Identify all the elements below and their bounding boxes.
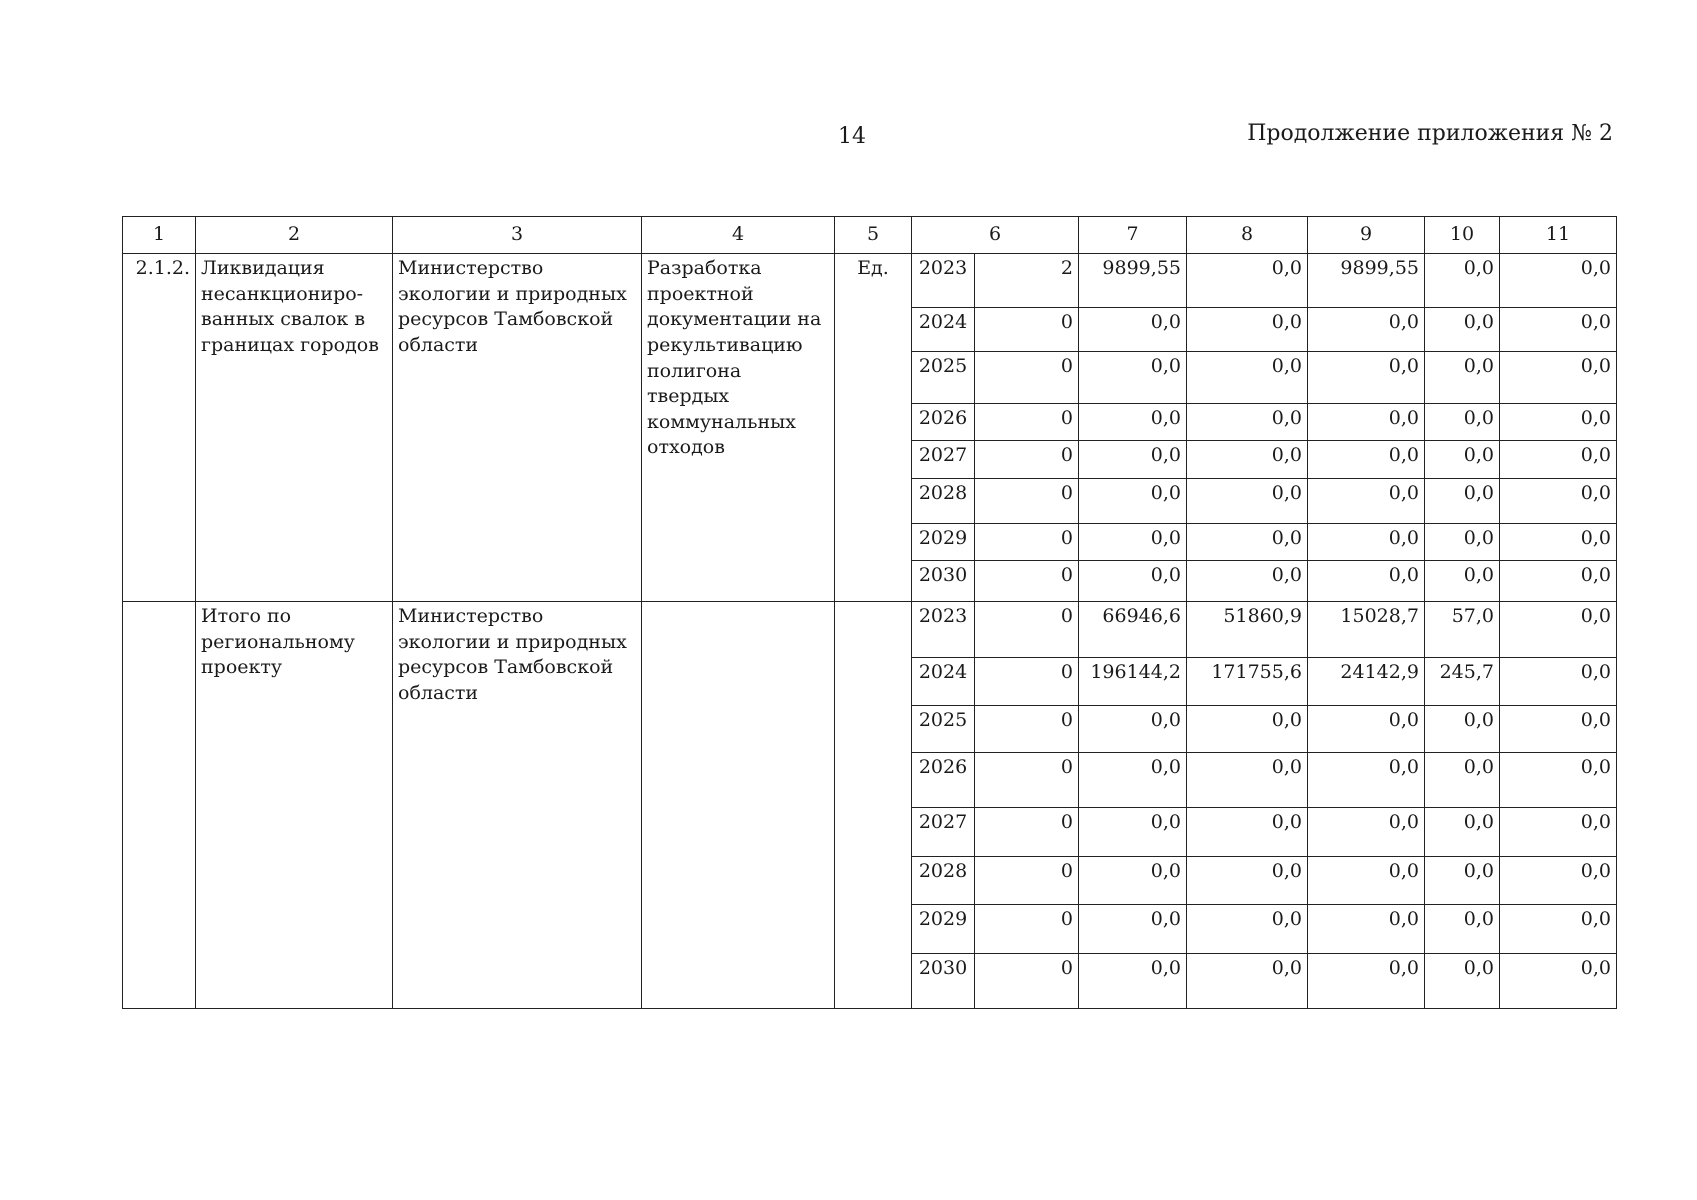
year-cell: 2023 (912, 602, 975, 658)
col11-cell: 0,0 (1500, 905, 1617, 954)
col9-cell: 24142,9 (1308, 658, 1425, 706)
year-cell: 2024 (912, 658, 975, 706)
col9-cell: 0,0 (1308, 308, 1425, 352)
item-name: Ликвидация несанкциониро-ванных свалок в границах городов (196, 254, 393, 602)
column-number: 3 (393, 217, 642, 254)
col9-cell: 0,0 (1308, 524, 1425, 561)
col8-cell: 0,0 (1187, 352, 1308, 404)
value-cell: 0 (975, 857, 1079, 905)
col8-cell: 0,0 (1187, 857, 1308, 905)
col8-cell: 0,0 (1187, 524, 1308, 561)
col7-cell: 9899,55 (1079, 254, 1187, 308)
appendix-note: Продолжение приложения № 2 (1247, 121, 1613, 146)
col10-cell: 0,0 (1425, 352, 1500, 404)
col9-cell: 0,0 (1308, 352, 1425, 404)
value-cell: 0 (975, 602, 1079, 658)
col8-cell: 0,0 (1187, 753, 1308, 808)
col9-cell: 0,0 (1308, 479, 1425, 524)
col9-cell: 15028,7 (1308, 602, 1425, 658)
col10-cell: 57,0 (1425, 602, 1500, 658)
col11-cell: 0,0 (1500, 254, 1617, 308)
item-executor: Министерство экологии и природных ресурсов Тамбовской области (393, 602, 642, 1009)
col8-cell: 51860,9 (1187, 602, 1308, 658)
col8-cell: 0,0 (1187, 441, 1308, 479)
year-cell: 2026 (912, 753, 975, 808)
col10-cell: 0,0 (1425, 706, 1500, 753)
item-code: 2.1.2. (123, 254, 196, 602)
column-number: 11 (1500, 217, 1617, 254)
value-cell: 0 (975, 479, 1079, 524)
col11-cell: 0,0 (1500, 706, 1617, 753)
year-cell: 2030 (912, 954, 975, 1009)
col11-cell: 0,0 (1500, 602, 1617, 658)
value-cell: 0 (975, 561, 1079, 602)
col7-cell: 0,0 (1079, 308, 1187, 352)
column-number: 6 (912, 217, 1079, 254)
value-cell: 0 (975, 404, 1079, 441)
col10-cell: 0,0 (1425, 561, 1500, 602)
col10-cell: 0,0 (1425, 954, 1500, 1009)
value-cell: 0 (975, 441, 1079, 479)
col7-cell: 66946,6 (1079, 602, 1187, 658)
year-cell: 2023 (912, 254, 975, 308)
col8-cell: 0,0 (1187, 808, 1308, 857)
col7-cell: 0,0 (1079, 524, 1187, 561)
col11-cell: 0,0 (1500, 308, 1617, 352)
col8-cell: 0,0 (1187, 905, 1308, 954)
col8-cell: 0,0 (1187, 954, 1308, 1009)
col10-cell: 245,7 (1425, 658, 1500, 706)
column-number: 9 (1308, 217, 1425, 254)
col10-cell: 0,0 (1425, 753, 1500, 808)
col8-cell: 0,0 (1187, 404, 1308, 441)
col11-cell: 0,0 (1500, 479, 1617, 524)
col10-cell: 0,0 (1425, 254, 1500, 308)
col7-cell: 0,0 (1079, 857, 1187, 905)
table-row (123, 602, 1617, 658)
item-executor: Министерство экологии и природных ресурсов Тамбовской области (393, 254, 642, 602)
value-cell: 0 (975, 308, 1079, 352)
year-cell: 2025 (912, 352, 975, 404)
col11-cell: 0,0 (1500, 808, 1617, 857)
col9-cell: 0,0 (1308, 905, 1425, 954)
value-cell: 0 (975, 658, 1079, 706)
col11-cell: 0,0 (1500, 857, 1617, 905)
col9-cell: 0,0 (1308, 753, 1425, 808)
col10-cell: 0,0 (1425, 905, 1500, 954)
value-cell: 0 (975, 706, 1079, 753)
col11-cell: 0,0 (1500, 954, 1617, 1009)
col11-cell: 0,0 (1500, 441, 1617, 479)
col7-cell: 0,0 (1079, 954, 1187, 1009)
col8-cell: 0,0 (1187, 706, 1308, 753)
column-number: 8 (1187, 217, 1308, 254)
col7-cell: 0,0 (1079, 706, 1187, 753)
value-cell: 0 (975, 753, 1079, 808)
col11-cell: 0,0 (1500, 404, 1617, 441)
col8-cell: 0,0 (1187, 254, 1308, 308)
col7-cell: 0,0 (1079, 479, 1187, 524)
col8-cell: 0,0 (1187, 308, 1308, 352)
col11-cell: 0,0 (1500, 561, 1617, 602)
col10-cell: 0,0 (1425, 524, 1500, 561)
col7-cell: 0,0 (1079, 808, 1187, 857)
value-cell: 0 (975, 352, 1079, 404)
col10-cell: 0,0 (1425, 308, 1500, 352)
col11-cell: 0,0 (1500, 524, 1617, 561)
year-cell: 2030 (912, 561, 975, 602)
col7-cell: 0,0 (1079, 561, 1187, 602)
year-cell: 2028 (912, 857, 975, 905)
col7-cell: 0,0 (1079, 352, 1187, 404)
table-row (123, 254, 1617, 308)
year-cell: 2029 (912, 524, 975, 561)
col10-cell: 0,0 (1425, 857, 1500, 905)
item-result (642, 602, 835, 1009)
col7-cell: 0,0 (1079, 753, 1187, 808)
value-cell: 0 (975, 808, 1079, 857)
col9-cell: 0,0 (1308, 857, 1425, 905)
value-cell: 0 (975, 954, 1079, 1009)
item-result: Разработка проектной документации на рекультивацию полигона твердых коммунальных отходов (642, 254, 835, 602)
value-cell: 0 (975, 905, 1079, 954)
item-code (123, 602, 196, 1009)
col9-cell: 9899,55 (1308, 254, 1425, 308)
item-unit: Ед. (835, 254, 912, 602)
col7-cell: 0,0 (1079, 441, 1187, 479)
col11-cell: 0,0 (1500, 658, 1617, 706)
col7-cell: 0,0 (1079, 905, 1187, 954)
col9-cell: 0,0 (1308, 561, 1425, 602)
item-name: Итого по региональному проекту (196, 602, 393, 1009)
column-number-row (123, 217, 1617, 254)
year-cell: 2024 (912, 308, 975, 352)
col8-cell: 0,0 (1187, 561, 1308, 602)
page-number: 14 (838, 124, 866, 149)
report-table (122, 216, 1617, 1009)
col10-cell: 0,0 (1425, 808, 1500, 857)
col10-cell: 0,0 (1425, 441, 1500, 479)
year-cell: 2026 (912, 404, 975, 441)
col10-cell: 0,0 (1425, 479, 1500, 524)
year-cell: 2028 (912, 479, 975, 524)
col8-cell: 171755,6 (1187, 658, 1308, 706)
col10-cell: 0,0 (1425, 404, 1500, 441)
col8-cell: 0,0 (1187, 479, 1308, 524)
year-cell: 2029 (912, 905, 975, 954)
col9-cell: 0,0 (1308, 954, 1425, 1009)
col9-cell: 0,0 (1308, 706, 1425, 753)
year-cell: 2027 (912, 808, 975, 857)
column-number: 4 (642, 217, 835, 254)
column-number: 2 (196, 217, 393, 254)
column-number: 10 (1425, 217, 1500, 254)
value-cell: 0 (975, 524, 1079, 561)
column-number: 5 (835, 217, 912, 254)
col11-cell: 0,0 (1500, 352, 1617, 404)
column-number: 7 (1079, 217, 1187, 254)
col7-cell: 196144,2 (1079, 658, 1187, 706)
col9-cell: 0,0 (1308, 441, 1425, 479)
col9-cell: 0,0 (1308, 404, 1425, 441)
col11-cell: 0,0 (1500, 753, 1617, 808)
year-cell: 2027 (912, 441, 975, 479)
col9-cell: 0,0 (1308, 808, 1425, 857)
year-cell: 2025 (912, 706, 975, 753)
col7-cell: 0,0 (1079, 404, 1187, 441)
column-number: 1 (123, 217, 196, 254)
value-cell: 2 (975, 254, 1079, 308)
item-unit (835, 602, 912, 1009)
